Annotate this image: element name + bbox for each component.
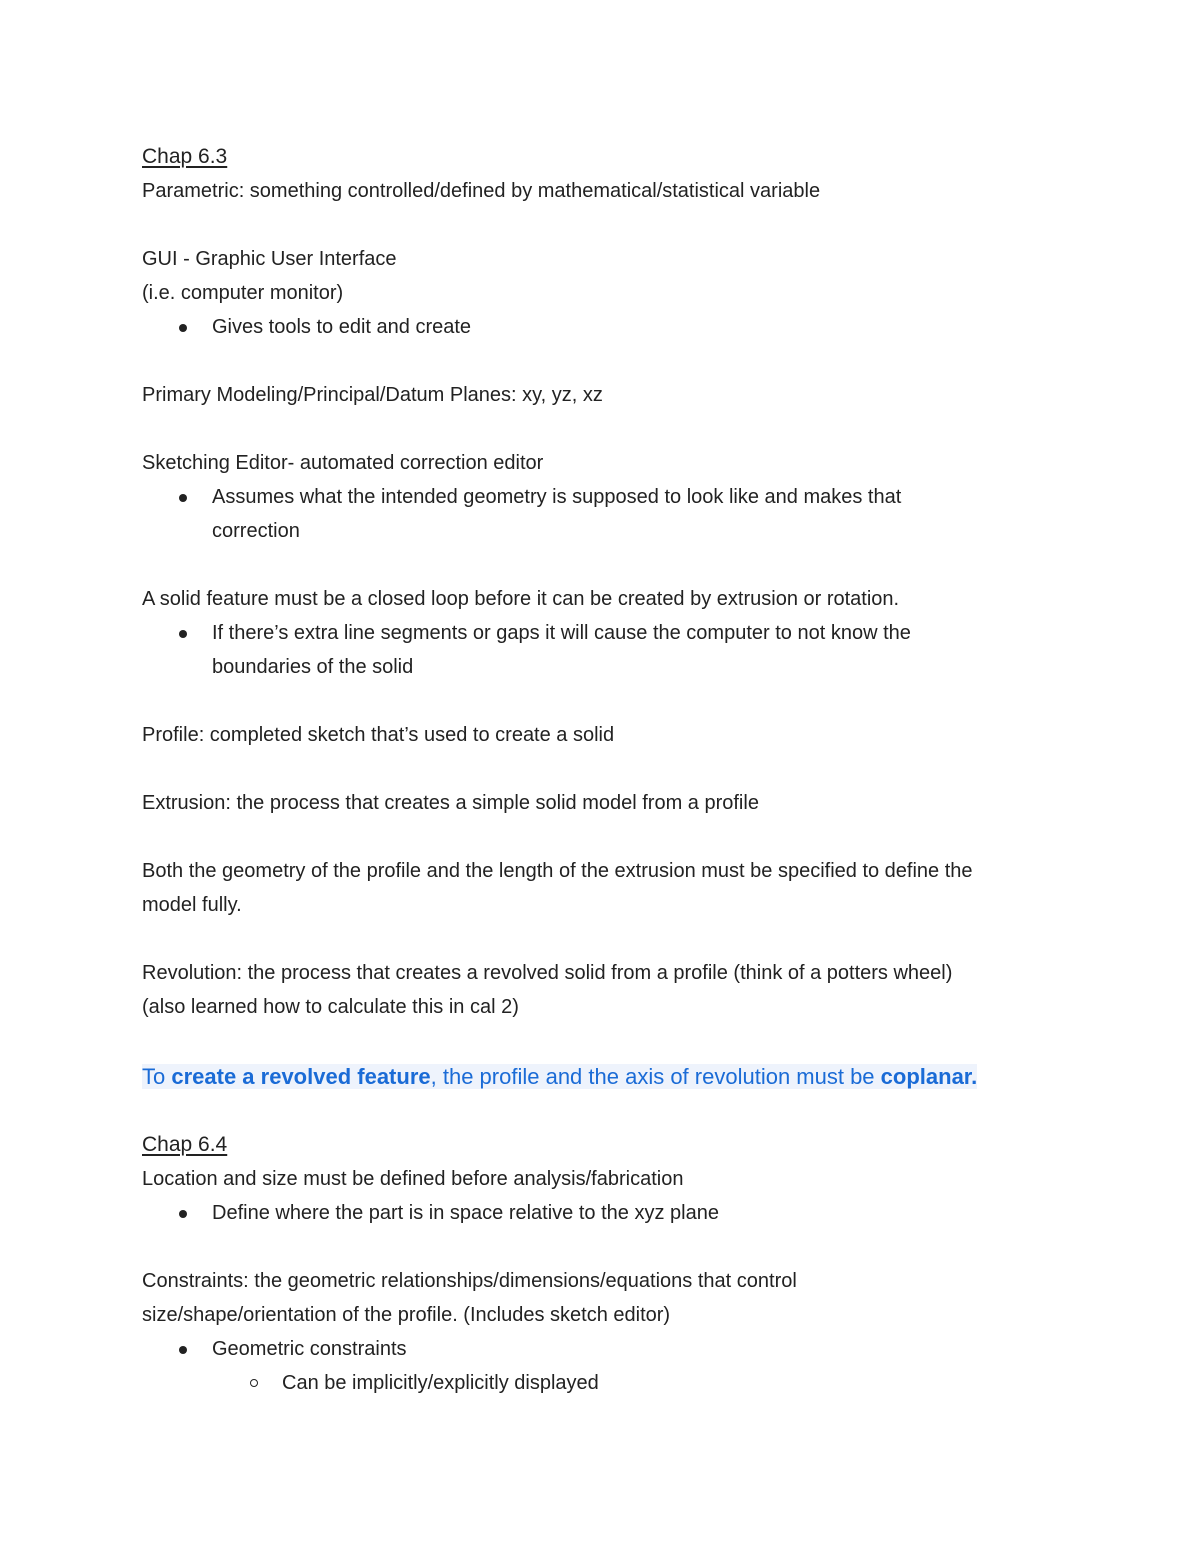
spacer <box>142 208 1082 242</box>
highlight-part1: To <box>142 1064 172 1089</box>
location-statement: Location and size must be defined before analysis/fabrication <box>142 1168 684 1190</box>
constraints-definition-line1: Constraints: the geometric relationships/dimensions/equations that control <box>142 1270 797 1292</box>
solid-feature-statement: A solid feature must be a closed loop before it can be created by extrusion or rotation. <box>142 588 900 610</box>
highlight-background <box>142 1064 977 1089</box>
sketching-bullet-item <box>142 480 1082 548</box>
geometric-sub-item: Can be implicitly/explicitly displayed <box>212 1366 1082 1400</box>
spacer <box>142 1024 1082 1058</box>
spacer <box>142 412 1082 446</box>
gui-example: (i.e. computer monitor) <box>142 282 344 304</box>
location-bullet-item: Define where the part is in space relative to the xyz plane <box>142 1196 1082 1230</box>
solid-bullet-item <box>142 616 1082 684</box>
sketching-bullet-list <box>142 480 1082 548</box>
spacer <box>142 344 1082 378</box>
highlight-bold-term: create a revolved feature <box>171 1064 431 1089</box>
geometric-sub-list <box>212 1366 1082 1400</box>
chapter-heading-6-4: Chap 6.4 <box>142 1133 228 1156</box>
spacer <box>142 922 1082 956</box>
solid-bullet-line1: If there’s extra line segments or gaps it will cause the computer to not know the <box>212 622 911 644</box>
geometric-constraints-item <box>142 1332 1082 1400</box>
spacer <box>142 1094 1082 1128</box>
solid-bullet-list <box>142 616 1082 684</box>
document-page <box>142 140 1082 1400</box>
revolution-definition-line2: (also learned how to calculate this in cal 2) <box>142 996 519 1018</box>
highlight-period: . <box>971 1064 978 1089</box>
highlight-bold-coplanar: coplanar <box>880 1064 972 1089</box>
sketching-bullet-line2: correction <box>212 520 300 542</box>
highlight-part3: , the profile and the axis of revolution must be <box>430 1064 881 1089</box>
extrusion-definition: Extrusion: the process that creates a simple solid model from a profile <box>142 792 759 814</box>
highlighted-statement <box>142 1058 1082 1094</box>
geometric-constraints-label: Geometric constraints <box>212 1338 407 1360</box>
gui-bullet-item: Gives tools to edit and create <box>142 310 1082 344</box>
chapter-heading-6-3: Chap 6.3 <box>142 145 228 168</box>
profile-definition: Profile: completed sketch that’s used to create a solid <box>142 724 615 746</box>
spacer <box>142 1230 1082 1264</box>
spacer <box>142 548 1082 582</box>
both-statement-line2: model fully. <box>142 894 242 916</box>
planes-definition: Primary Modeling/Principal/Datum Planes: xy, yz, xz <box>142 384 603 406</box>
spacer <box>142 820 1082 854</box>
solid-bullet-line2: boundaries of the solid <box>212 656 414 678</box>
constraints-definition-line2: size/shape/orientation of the profile. (Includes sketch editor) <box>142 1304 671 1326</box>
spacer <box>142 752 1082 786</box>
spacer <box>142 684 1082 718</box>
parametric-definition: Parametric: something controlled/defined by mathematical/statistical variable <box>142 180 821 202</box>
constraints-bullet-list <box>142 1332 1082 1400</box>
sketching-editor-definition: Sketching Editor- automated correction editor <box>142 452 544 474</box>
sketching-bullet-line1: Assumes what the intended geometry is supposed to look like and makes that <box>212 486 902 508</box>
revolution-definition-line1: Revolution: the process that creates a revolved solid from a profile (think of a potters wheel) <box>142 962 953 984</box>
both-statement-line1: Both the geometry of the profile and the length of the extrusion must be specified to define the <box>142 860 973 882</box>
location-bullet-list <box>142 1196 1082 1230</box>
gui-title: GUI - Graphic User Interface <box>142 248 397 270</box>
gui-bullet-list <box>142 310 1082 344</box>
